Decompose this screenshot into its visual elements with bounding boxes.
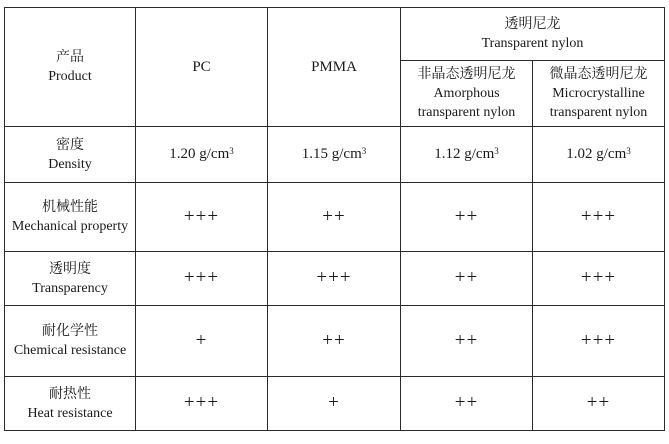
row-mechanical-property xyxy=(5,183,665,252)
header-nylon-zh: 透明尼龙 xyxy=(504,17,561,32)
rating-mark: +++ xyxy=(580,329,617,351)
header-pmma xyxy=(268,8,401,127)
header-transparent-nylon xyxy=(401,8,665,61)
cell-micro xyxy=(533,377,665,431)
row-label-en: Density xyxy=(48,156,92,172)
density-unit-exponent: 3 xyxy=(494,146,499,156)
cell-amorphous xyxy=(401,252,533,306)
row-density xyxy=(5,127,665,183)
header-product-en: Product xyxy=(48,69,92,84)
cell-pc xyxy=(136,252,268,306)
rating-mark: +++ xyxy=(316,267,352,288)
header-micro-zh: 微晶态透明尼龙 xyxy=(549,67,648,82)
row-label-zh: 耐化学性 xyxy=(42,324,98,339)
cell-amorphous xyxy=(401,377,533,431)
row-label-en: Chemical resistance xyxy=(13,343,127,358)
row-label xyxy=(5,183,136,252)
rating-mark: ++ xyxy=(322,205,346,227)
header-nylon-en: Transparent nylon xyxy=(481,36,584,51)
density-amorphous-value: 1.12 g/cm xyxy=(434,146,495,162)
rating-mark: +++ xyxy=(183,205,220,227)
rating-mark: +++ xyxy=(580,205,617,227)
row-label xyxy=(5,306,136,377)
row-chemical-resistance xyxy=(5,306,665,377)
rating-mark: +++ xyxy=(183,392,220,413)
cell-pc xyxy=(136,377,268,431)
cell-micro xyxy=(533,252,665,306)
rating-mark: + xyxy=(195,329,208,351)
cell-pc xyxy=(136,127,268,183)
cell-micro xyxy=(533,306,665,377)
row-heat-resistance xyxy=(5,377,665,431)
rating-mark: ++ xyxy=(454,205,479,227)
cell-pmma xyxy=(268,127,401,183)
material-comparison-table xyxy=(4,7,665,431)
rating-mark: +++ xyxy=(183,267,220,288)
header-pc-label: PC xyxy=(192,58,211,75)
cell-pmma xyxy=(268,183,401,252)
header-micro-en: Microcrystalline transparent nylon xyxy=(549,86,648,120)
rating-mark: + xyxy=(328,392,340,413)
header-pmma-label: PMMA xyxy=(311,58,357,75)
row-transparency xyxy=(5,252,665,306)
density-pc-value: 1.20 g/cm xyxy=(169,146,230,162)
cell-pc xyxy=(136,306,268,377)
cell-amorphous xyxy=(401,127,533,183)
row-label-en: Heat resistance xyxy=(27,405,113,421)
density-unit-exponent: 3 xyxy=(626,146,631,156)
row-label-zh: 耐热性 xyxy=(49,386,91,402)
cell-pmma xyxy=(268,252,401,306)
density-pmma-value: 1.15 g/cm xyxy=(301,146,362,162)
header-amorphous-en: Amorphous transparent nylon xyxy=(417,86,516,120)
density-unit-exponent: 3 xyxy=(229,146,234,156)
row-label-en: Mechanical property xyxy=(11,219,129,234)
cell-pc xyxy=(136,183,268,252)
density-unit-exponent: 3 xyxy=(361,146,367,156)
cell-pmma xyxy=(268,306,401,377)
cell-amorphous xyxy=(401,306,533,377)
row-label xyxy=(5,252,136,306)
header-amorphous-zh: 非晶态透明尼龙 xyxy=(417,67,516,82)
rating-mark: ++ xyxy=(454,392,479,413)
row-label xyxy=(5,127,136,183)
row-label-zh: 透明度 xyxy=(49,261,91,277)
header-product xyxy=(5,8,136,127)
row-label-zh: 机械性能 xyxy=(42,200,98,215)
header-amorphous xyxy=(401,61,533,127)
rating-mark: ++ xyxy=(322,329,346,351)
header-row-top xyxy=(5,8,665,61)
row-label-zh: 密度 xyxy=(56,137,84,153)
row-label xyxy=(5,377,136,431)
header-pc xyxy=(136,8,268,127)
rating-mark: ++ xyxy=(586,392,611,413)
row-label-en: Transparency xyxy=(32,280,108,296)
cell-micro xyxy=(533,127,665,183)
cell-micro xyxy=(533,183,665,252)
header-product-zh: 产品 xyxy=(56,50,84,65)
rating-mark: ++ xyxy=(454,267,479,288)
rating-mark: +++ xyxy=(580,267,617,288)
density-micro-value: 1.02 g/cm xyxy=(566,146,627,162)
cell-pmma xyxy=(268,377,401,431)
rating-mark: ++ xyxy=(454,329,479,351)
cell-amorphous xyxy=(401,183,533,252)
header-microcrystalline xyxy=(533,61,665,127)
